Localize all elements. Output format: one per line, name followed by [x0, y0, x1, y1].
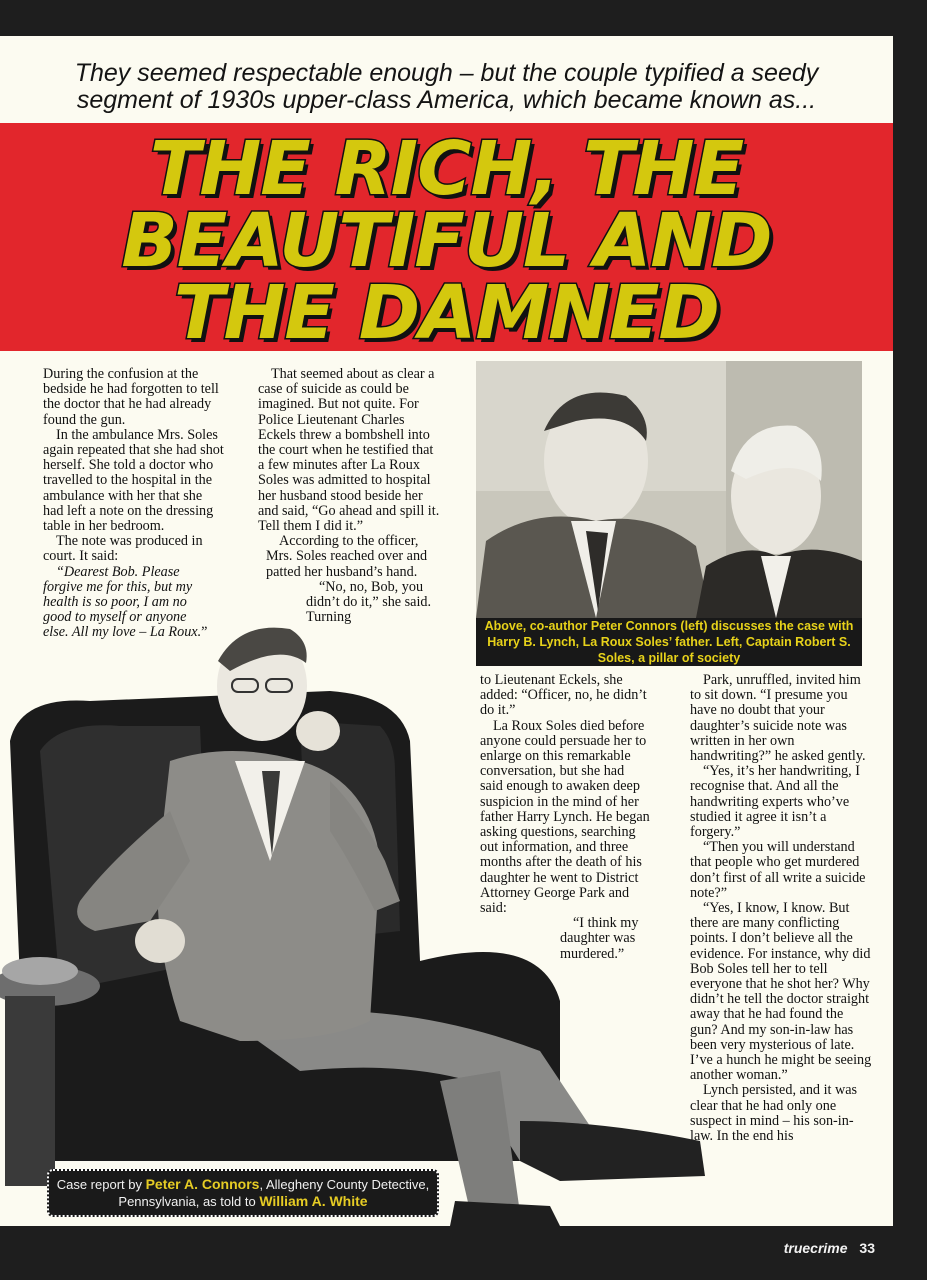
paragraph: “I think my daughter was murdered.”	[560, 915, 639, 962]
photo-caption: Above, co-author Peter Connors (left) discusses the case with Harry B. Lynch, La Roux Soles’ father. Left, Captain Robert S. Soles, a pillar of society	[476, 618, 862, 666]
headline-line: THE DAMNED	[174, 270, 719, 356]
photo-connors-lynch	[476, 361, 862, 618]
magazine-brand: truecrime	[783, 1240, 848, 1256]
paragraph: “Then you will understand that people who get murdered don’t first of all write a suicide note?”	[690, 839, 866, 901]
headline-line: BEAUTIFUL AND	[121, 198, 772, 284]
magazine-page	[0, 36, 893, 1226]
paragraph: “Yes, it’s her handwriting, I recognise that. And all the handwriting experts who’ve studied it agree it isn’t a forgery.”	[690, 763, 860, 841]
photo-captain-soles-image	[0, 601, 720, 1226]
credit-author: William A. White	[259, 1193, 368, 1209]
article-column-1	[43, 367, 225, 641]
standfirst-line: They seemed respectable enough – but the couple typified a seedy	[74, 59, 819, 87]
standfirst-line: segment of 1930s upper-class America, which became known as...	[76, 86, 817, 114]
headline-line: THE RICH, THE	[149, 126, 744, 212]
paragraph: According to the officer, Mrs. Soles reached over and patted her husband’s hand.	[266, 533, 428, 580]
photo-captain-soles	[0, 601, 720, 1226]
close-quote: ”	[201, 624, 208, 641]
paragraph: Lynch persisted, and it was clear that he had only one suspect in mind – his son-in-law. In the end his	[690, 1082, 858, 1145]
headline-banner	[0, 123, 893, 356]
paragraph: “No, no, Bob, you didn’t do it,” she said. Turning	[306, 578, 432, 626]
paragraph: The note was produced in court. It said:	[43, 533, 203, 565]
standfirst	[0, 60, 893, 114]
note-text: Dearest Bob. Please forgive me for this, but my health is so poor, I am no good to myself or anyone else. All my love – La Roux.	[43, 563, 202, 641]
paragraph: Park, unruffled, invited him to sit down. “I presume you have no doubt that your daughter’s suicide note was written in her own handwriting?” he asked gently.	[690, 672, 866, 765]
case-report-credit	[47, 1169, 439, 1217]
article-column-2	[258, 367, 440, 625]
photo-connors-lynch-image	[476, 361, 862, 618]
paragraph: During the confusion at the bedside he had forgotten to tell the doctor that he had already found the gun.	[43, 366, 219, 428]
page-number: 33	[859, 1240, 875, 1256]
page-footer	[784, 1240, 875, 1256]
credit-author: Peter A. Connors	[145, 1176, 260, 1192]
headline	[0, 126, 893, 356]
credit-middle: , Allegheny County Detective, Pennsylvania, as told to	[118, 1177, 430, 1209]
open-quote: “	[56, 563, 64, 580]
credit-prefix: Case report by	[56, 1177, 146, 1192]
paragraph: La Roux Soles died before anyone could persuade her to enlarge on this remarkable conversation, but she had said enough to awaken deep suspicion in the mind of her father Harry Lynch. He began asking questions, searching out information, and three months after the death of his daughter he went to District Attorney George Park and said:	[480, 717, 650, 917]
paragraph: In the ambulance Mrs. Soles again repeated that she had shot herself. She told a doctor who travelled to the hospital in the ambulance with her that she had left a note on the dressing table in her bedroom.	[43, 426, 224, 535]
paragraph: That seemed about as clear a case of suicide as could be imagined. But not quite. For Police Lieutenant Charles Eckels threw a bombshell into the court when he testified that a few minutes after La Roux Soles was admitted to hospital her husband stood beside her and said, “Go ahead and spill it. Tell them I did it.”	[258, 366, 440, 535]
paragraph: to Lieutenant Eckels, she added: “Officer, no, he didn’t do it.”	[480, 672, 647, 719]
paragraph: “Yes, I know, I know. But there are many conflicting points. I don’t believe all the evidence. For instance, why did Bob Soles tell her to tell everyone that he shot her? Why didn’t he tell the doctor straight away that he had found the gun? And my son-in-law has been very mysterious of late. I’ve a hunch he might be seeing another woman.”	[690, 900, 872, 1084]
